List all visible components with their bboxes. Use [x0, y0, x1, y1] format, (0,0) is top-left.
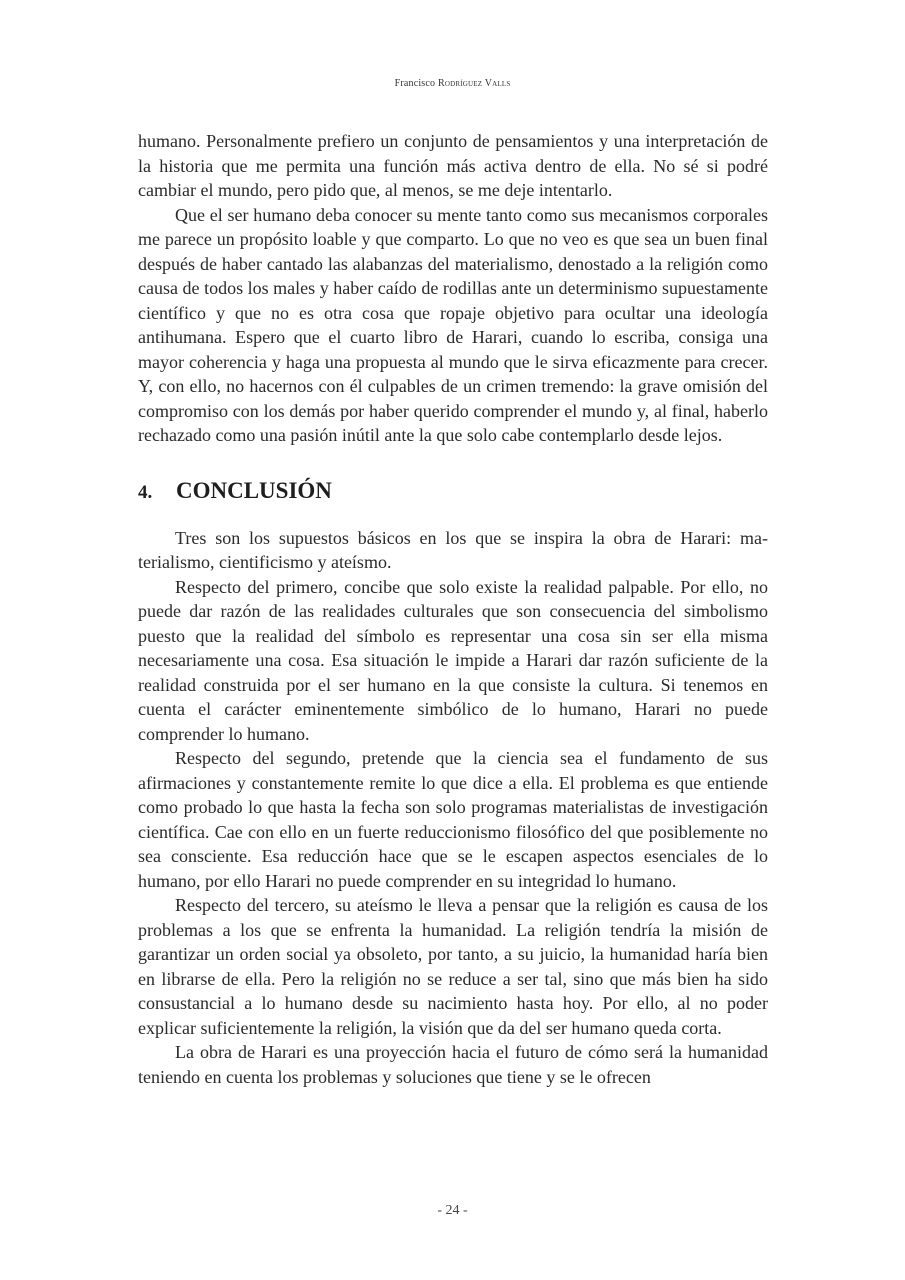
section-number: 4. — [138, 481, 153, 503]
page-number: - 24 - — [437, 1203, 468, 1218]
section-title: CONCLUSIÓN — [176, 477, 332, 503]
page-body — [138, 129, 768, 1089]
paragraph-5: Respecto del segundo, pretende que la ciencia sea el fundamento de sus afirmaciones y constantemente remite lo que dice a ella. El problema es que entiende como probado lo que hasta la fecha son solo programas materialistas de investigación científica. Cae con ello en un fuerte reduccionismo filosófico del que posiblemente no sea consciente. Esa reducción hace que se le escapen aspectos esenciales de lo humano, por ello Harari no puede comprender en su integridad lo humano. — [138, 748, 768, 891]
paragraph-7: La obra de Harari es una proyección hacia el futuro de cómo será la humanidad teniendo en cuenta los problemas y soluciones que tiene y se le ofrecen — [138, 1042, 768, 1087]
paragraph-4: Respecto del primero, concibe que solo existe la realidad palpable. Por ello, no puede dar razón de las realidades culturales que son consecuencia del simbolismo puesto que la realidad del símbolo es representar una cosa sin ser ella misma necesariamente una cosa. Esa situación le impide a Harari dar razón suficiente de la realidad construida por el ser humano en la que consiste la cultura. Si tenemos en cuenta el carácter eminentemente simbólico de lo humano, Harari no puede comprender lo humano. — [138, 576, 768, 744]
paragraph-3: Tres son los supuestos básicos en los que se inspira la obra de Harari: materialismo, cientificismo y ateísmo. — [138, 527, 768, 572]
running-header — [0, 78, 905, 89]
section-heading — [138, 476, 768, 508]
paragraph-1: humano. Personalmente prefiero un conjunto de pensamientos y una interpretación de la historia que me permita una función más activa dentro de ella. No sé si podré cambiar el mundo, pero pido que, al menos, se me deje intentarlo. — [138, 131, 768, 200]
header-author-last: Rodríguez Valls — [437, 78, 511, 89]
paragraph-6: Respecto del tercero, su ateísmo le lleva a pensar que la religión es causa de los problemas a los que se enfrenta la humanidad. La religión tendría la misión de garantizar un orden social ya obsoleto, por tanto, a su juicio, la humanidad haría bien en librarse de ella. Pero la religión no se reduce a ser tal, sino que más bien ha sido consustancial a lo humano desde su nacimiento hasta hoy. Por ello, al no poder explicar suficientemente la religión, la visión que da del ser humano queda corta. — [138, 895, 768, 1038]
header-author-first: Francisco — [394, 78, 436, 89]
paragraph-2: Que el ser humano deba conocer su mente tanto como sus mecanismos corporales me parece un propósito loable y que comparto. Lo que no veo es que sea un buen final después de haber cantado las alabanzas del materialismo, denostado a la religión como causa de todos los males y haber caído de rodillas ante un determinismo supuestamente científico y que no es otra cosa que ropaje objetivo para ocultar una ideología antihumana. Espero que el cuarto libro de Harari, cuando lo escriba, consiga una mayor coherencia y haga una propuesta al mundo que le sirva eficazmente para crecer. Y, con ello, no hacernos con él culpables de un crimen tremendo: la grave omisión del compromiso con los demás por haber querido comprender el mundo y, al final, haberlo rechazado como una pasión inútil ante la que solo cabe contemplarlo desde lejos. — [138, 204, 768, 445]
